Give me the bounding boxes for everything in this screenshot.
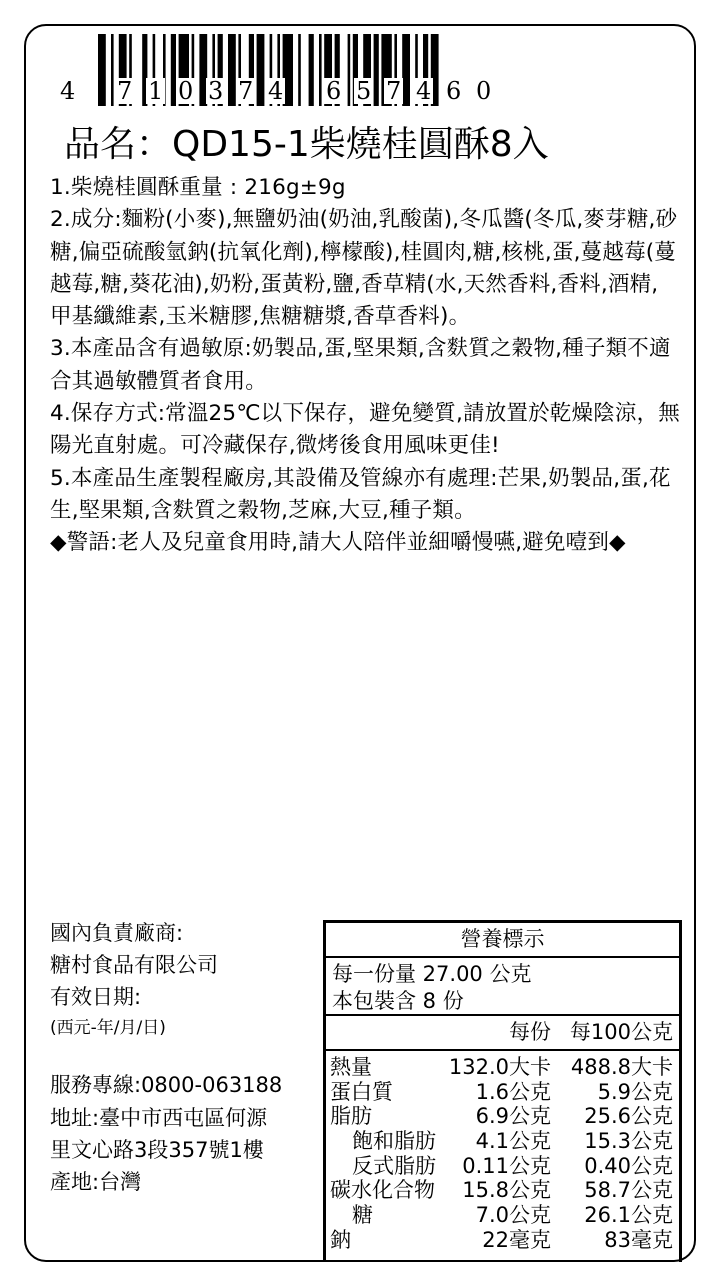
barcode-digit: 5 xyxy=(356,77,372,105)
nutrient-name: 脂肪 xyxy=(330,1104,372,1129)
col-per-serving: 每份 xyxy=(509,1020,551,1044)
per-serving-value: 0.11公克 xyxy=(462,1153,551,1178)
nutrition-row xyxy=(326,1129,679,1154)
barcode-digits xyxy=(58,78,528,108)
barcode-digit: 4 xyxy=(60,77,76,105)
barcode-digit: 7 xyxy=(238,77,254,105)
per-serving-value: 6.9公克 xyxy=(475,1104,551,1129)
nutrition-row xyxy=(326,1080,679,1105)
nutrition-title: 營養標示 xyxy=(326,923,679,958)
barcode-digit: 1 xyxy=(148,77,164,105)
per-serving-value: 15.8公克 xyxy=(462,1178,551,1203)
per-100g-value: 58.7公克 xyxy=(584,1178,673,1203)
nutrition-row xyxy=(326,1228,679,1253)
per-serving-value: 132.0大卡 xyxy=(448,1055,551,1079)
company-name: 糖村食品有限公司 xyxy=(50,953,218,977)
warning-line: ◆警語:老人及兒童食用時,請大人陪伴並細嚼慢嚥,避免噎到◆ xyxy=(50,530,626,556)
responsible-label: 國內負責廠商: xyxy=(50,921,184,945)
per-100g-value: 83毫克 xyxy=(604,1227,673,1252)
per-serving-value: 1.6公克 xyxy=(475,1079,551,1104)
barcode-digit: 7 xyxy=(386,77,402,105)
weight-line: 1.柴燒桂圓酥重量 : 216g±9g xyxy=(50,175,346,200)
per-100g-value: 25.6公克 xyxy=(584,1104,673,1129)
per-100g-value: 0.40公克 xyxy=(584,1153,673,1178)
per-serving-value: 22毫克 xyxy=(482,1227,551,1252)
product-title: 品名：QD15-1柴燒桂圓酥8入 xyxy=(64,124,549,165)
barcode-digit: 6 xyxy=(446,77,462,105)
address-line-2: 里文心路3段357號1樓 xyxy=(50,1138,264,1162)
barcode-digit: 0 xyxy=(476,77,492,105)
ingredients-line: 2.成分:麵粉(小麥),無鹽奶油(奶油,乳酸菌),冬瓜醬(冬瓜,麥芽糖,砂糖,偏亞硫酸氫鈉(抗氧化劑),檸檬酸),桂圓肉,糖,核桃,蛋,蔓越莓(蔓越莓,糖,葵花油),奶粉,蛋黃粉,鹽,香草精(水,天然香料,香料,酒精,甲基纖維素,玉米糖膠,焦糖糖漿,香草香料)。 xyxy=(50,207,678,330)
barcode-digit: 4 xyxy=(416,77,432,105)
nutrition-row xyxy=(326,1203,679,1228)
per-100g-value: 488.8大卡 xyxy=(570,1055,673,1079)
nutrient-name: 蛋白質 xyxy=(330,1079,393,1104)
nutrition-row xyxy=(326,1104,679,1129)
barcode-digit: 0 xyxy=(178,77,194,105)
per-100g-value: 15.3公克 xyxy=(584,1129,673,1154)
barcode-digit: 3 xyxy=(208,77,224,105)
address-line-1: 地址:臺中市西屯區何源 xyxy=(50,1106,268,1130)
serving-info xyxy=(326,958,679,1016)
col-per-100g: 每100公克 xyxy=(569,1020,673,1044)
nutrition-row xyxy=(326,1178,679,1203)
expiry-format: (西元-年/月/日) xyxy=(50,1018,166,1038)
service-hotline: 服務專線:0800-063188 xyxy=(50,1073,283,1097)
nutrition-column-headers xyxy=(326,1016,679,1051)
allergen-line: 3.本產品含有過敏原:奶製品,蛋,堅果類,含麩質之穀物,種子類不適合其過敏體質者食用。 xyxy=(50,336,671,394)
storage-line: 4.保存方式:常溫25℃以下保存，避免變質,請放置於乾燥陰涼，無陽光直射處。可冷藏保存,微烤後食用風味更佳! xyxy=(50,401,680,459)
nutrition-row xyxy=(326,1154,679,1179)
nutrient-name: 碳水化合物 xyxy=(330,1178,435,1203)
per-serving-value: 4.1公克 xyxy=(475,1129,551,1154)
nutrient-name: 反式脂肪 xyxy=(352,1153,436,1178)
nutrient-name: 飽和脂肪 xyxy=(352,1129,436,1154)
nutrient-name: 熱量 xyxy=(330,1055,372,1079)
facility-line: 5.本產品生產製程廠房,其設備及管線亦有處理:芒果,奶製品,蛋,花生,堅果類,含麩質之穀物,芝麻,大豆,種子類。 xyxy=(50,465,671,523)
per-100g-value: 26.1公克 xyxy=(584,1203,673,1228)
origin: 產地:台灣 xyxy=(50,1170,142,1194)
barcode-digit: 6 xyxy=(326,77,342,105)
nutrition-row xyxy=(326,1055,679,1080)
per-100g-value: 5.9公克 xyxy=(597,1079,673,1104)
serving-size: 每一份量 27.00 公克 xyxy=(332,962,532,986)
servings-per-pack: 本包裝含 8 份 xyxy=(332,989,464,1013)
ingredients-block xyxy=(50,172,680,560)
nutrient-name: 糖 xyxy=(352,1203,373,1228)
nutrient-name: 鈉 xyxy=(330,1227,351,1252)
barcode-digit: 7 xyxy=(117,77,133,105)
barcode-digit: 4 xyxy=(268,77,284,105)
nutrition-rows xyxy=(326,1051,679,1253)
per-serving-value: 7.0公克 xyxy=(475,1203,551,1228)
expiry-label: 有效日期: xyxy=(50,985,142,1009)
nutrition-table xyxy=(323,920,682,1262)
